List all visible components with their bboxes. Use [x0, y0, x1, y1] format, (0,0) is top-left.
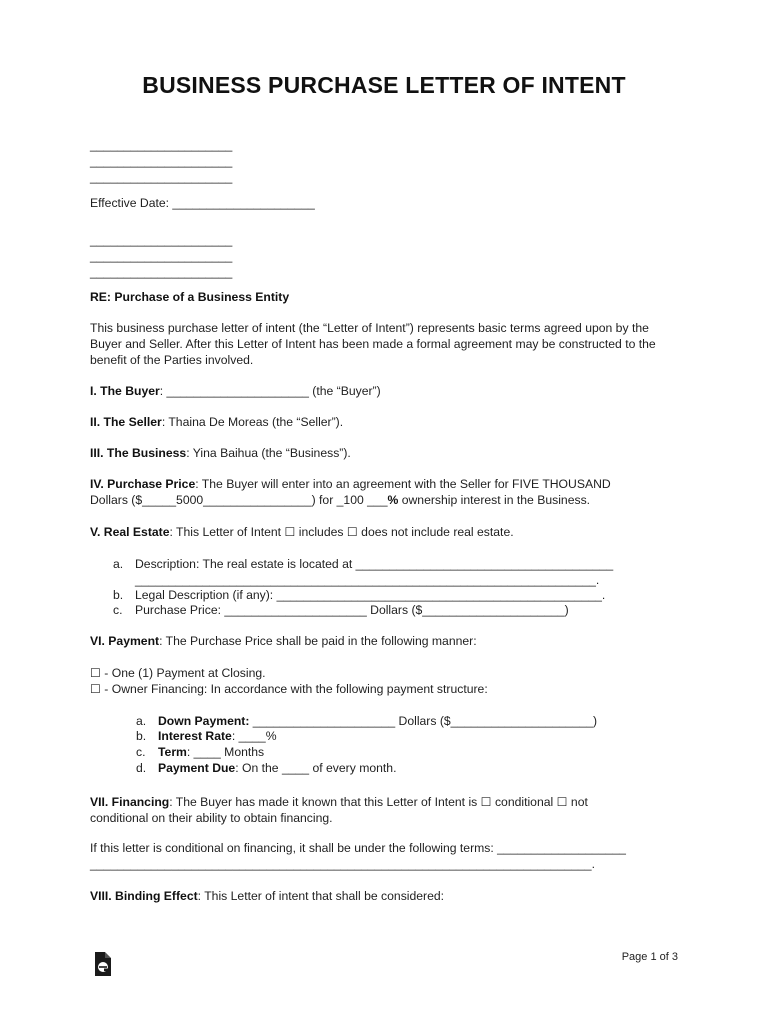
list-text: : ____ Months	[186, 745, 265, 759]
price-text-1: : The Buyer will enter into an agreement with the Seller for FIVE THOUSAND	[195, 477, 611, 491]
address-line-bottom-1: _____________________	[90, 233, 233, 247]
list-number: a.	[136, 714, 147, 728]
real-estate-text: : This Letter of Intent ☐ includes ☐ does not include real estate.	[169, 525, 514, 539]
payment-item-b	[136, 728, 277, 744]
list-text: Purchase Price: _____________________ Dollars ($_____________________)	[135, 603, 569, 617]
payment-heading: VI. Payment	[90, 634, 160, 648]
payment-text: : The Purchase Price shall be paid in the following manner:	[159, 634, 477, 648]
list-label: Interest Rate	[158, 729, 232, 743]
real-estate-item-a	[113, 556, 613, 572]
financing-text-2: conditional on their ability to obtain financing.	[90, 811, 333, 825]
list-text: Description: The real estate is located at ______________________________________	[135, 557, 614, 571]
section-buyer	[90, 383, 381, 399]
list-label: Down Payment:	[158, 714, 250, 728]
financing-conditional-1: If this letter is conditional on financing, it shall be under the following terms: ___________________	[90, 841, 626, 855]
subject-line	[90, 289, 289, 305]
list-number: b.	[136, 729, 147, 743]
list-text: Legal Description (if any): ________________________________________________.	[135, 588, 606, 602]
section-price-line-2	[90, 492, 590, 508]
document-title: BUSINESS PURCHASE LETTER OF INTENT	[142, 72, 626, 98]
price-heading: IV. Purchase Price	[90, 477, 196, 491]
payment-item-c	[136, 744, 264, 760]
financing-conditional-2: __________________________________________________________________________.	[90, 857, 595, 871]
payment-item-a	[136, 713, 597, 729]
list-text: : ____%	[231, 729, 277, 743]
buyer-text: : _____________________ (the “Buyer”)	[159, 384, 381, 398]
address-line-top-1: _____________________	[90, 138, 233, 152]
real-estate-heading: V. Real Estate	[90, 525, 170, 539]
section-financing-line-1	[90, 794, 588, 810]
price-text-2c: ownership interest in the Business.	[398, 493, 591, 507]
list-number: b.	[113, 588, 124, 602]
list-label: Payment Due	[158, 761, 236, 775]
list-number: a.	[113, 557, 124, 571]
list-label: Term	[158, 745, 187, 759]
effective-date: Effective Date: _____________________	[90, 196, 315, 210]
intro-paragraph: This business purchase letter of intent (the “Letter of Intent”) represents basic terms agreed upon by the Buyer and Seller. After this Letter of Intent has been made a formal agreement may be constructed to the benefit of the Parties involved.	[90, 321, 656, 367]
page-number: Page 1 of 3	[621, 951, 678, 963]
financing-text-1: : The Buyer has made it known that this Letter of Intent is ☐ conditional ☐ not	[169, 795, 588, 809]
list-number: c.	[113, 603, 123, 617]
list-number: d.	[136, 761, 147, 775]
binding-text: : This Letter of intent that shall be considered:	[197, 889, 445, 903]
payment-option-2: ☐ - Owner Financing: In accordance with the following payment structure:	[90, 682, 488, 696]
section-business	[90, 445, 351, 461]
buyer-heading: I. The Buyer	[90, 384, 160, 398]
eforms-logo-icon	[94, 951, 112, 977]
section-seller	[90, 414, 343, 430]
section-binding	[90, 888, 444, 904]
price-text-2a: Dollars ($_____5000________________) for _100 ___	[90, 493, 388, 507]
list-number: c.	[136, 745, 146, 759]
subject-text: RE: Purchase of a Business Entity	[90, 290, 290, 304]
real-estate-item-c	[113, 602, 569, 618]
business-heading: III. The Business	[90, 446, 187, 460]
seller-text: : Thaina De Moreas (the “Seller”).	[161, 415, 344, 429]
list-text: : On the ____ of every month.	[235, 761, 397, 775]
section-payment	[90, 633, 477, 649]
list-text: ____________________________________________________________________.	[135, 573, 600, 587]
address-line-top-2: _____________________	[90, 154, 233, 168]
real-estate-item-b	[113, 587, 605, 603]
address-line-top-3: _____________________	[90, 170, 233, 184]
section-real-estate	[90, 524, 514, 540]
payment-option-1: ☐ - One (1) Payment at Closing.	[90, 666, 266, 680]
list-text: _____________________ Dollars ($_____________________)	[249, 714, 598, 728]
real-estate-item-a-cont	[113, 572, 599, 588]
financing-heading: VII. Financing	[90, 795, 170, 809]
business-text: : Yina Baihua (the “Business”).	[186, 446, 351, 460]
payment-item-d	[136, 760, 396, 776]
price-percent: %	[387, 493, 399, 507]
address-line-bottom-3: _____________________	[90, 265, 233, 279]
section-price-line-1	[90, 476, 611, 492]
seller-heading: II. The Seller	[90, 415, 162, 429]
address-line-bottom-2: _____________________	[90, 249, 233, 263]
binding-heading: VIII. Binding Effect	[90, 889, 198, 903]
